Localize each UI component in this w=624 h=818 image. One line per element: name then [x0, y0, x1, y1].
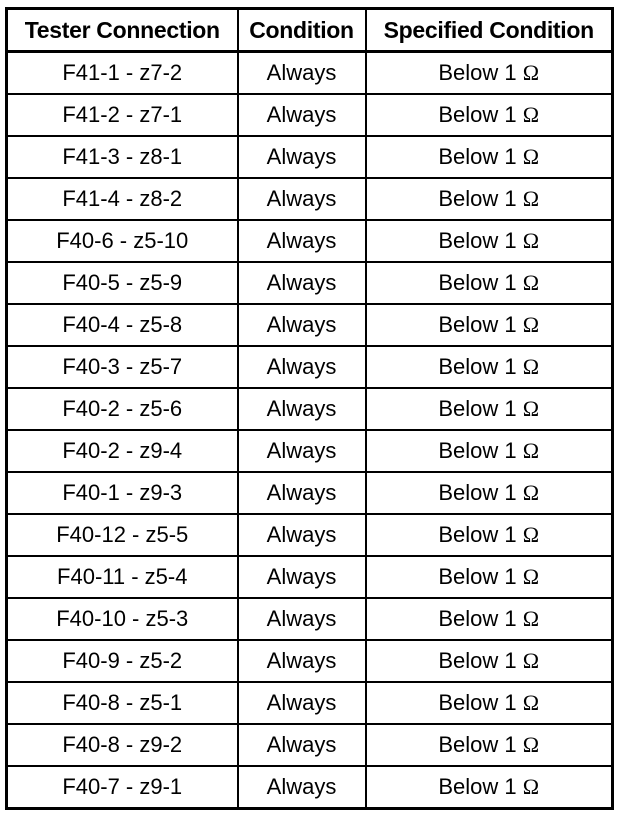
tester-connection-cell: F40-1 - z9-3: [7, 472, 238, 514]
specified-value: Below 1: [438, 522, 517, 547]
specified-value: Below 1: [438, 438, 517, 463]
specified-value: Below 1: [438, 396, 517, 421]
condition-cell: Always: [238, 640, 366, 682]
ohm-unit: Ω: [522, 648, 540, 673]
header-condition: Condition: [238, 9, 366, 52]
specified-condition-cell: [366, 556, 613, 598]
specified-value: Below 1: [438, 648, 517, 673]
ohm-unit: Ω: [522, 522, 540, 547]
condition-cell: Always: [238, 682, 366, 724]
specified-condition-cell: [366, 388, 613, 430]
specified-value: Below 1: [438, 144, 517, 169]
ohm-unit: Ω: [522, 564, 540, 589]
table-row: [7, 682, 613, 724]
specified-value: Below 1: [438, 102, 517, 127]
condition-cell: Always: [238, 262, 366, 304]
ohm-unit: Ω: [522, 774, 540, 799]
condition-cell: Always: [238, 598, 366, 640]
table-row: [7, 472, 613, 514]
tester-connection-cell: F40-4 - z5-8: [7, 304, 238, 346]
condition-cell: Always: [238, 388, 366, 430]
table-row: [7, 766, 613, 809]
specified-condition-cell: [366, 94, 613, 136]
table-row: [7, 94, 613, 136]
specified-value: Below 1: [438, 270, 517, 295]
tester-connection-cell: F40-2 - z9-4: [7, 430, 238, 472]
specified-condition-cell: [366, 514, 613, 556]
specified-condition-cell: [366, 682, 613, 724]
condition-cell: Always: [238, 136, 366, 178]
table-body: [7, 52, 613, 809]
tester-connection-cell: F40-8 - z5-1: [7, 682, 238, 724]
condition-cell: Always: [238, 52, 366, 95]
table-row: [7, 178, 613, 220]
specified-condition-cell: [366, 262, 613, 304]
specified-condition-cell: [366, 724, 613, 766]
specified-value: Below 1: [438, 60, 517, 85]
specified-condition-cell: [366, 640, 613, 682]
ohm-unit: Ω: [522, 312, 540, 337]
ohm-unit: Ω: [522, 438, 540, 463]
specified-value: Below 1: [438, 774, 517, 799]
condition-cell: Always: [238, 724, 366, 766]
specification-table: [5, 7, 614, 810]
condition-cell: Always: [238, 178, 366, 220]
specified-condition-cell: [366, 178, 613, 220]
table-row: [7, 304, 613, 346]
tester-connection-cell: F41-4 - z8-2: [7, 178, 238, 220]
tester-connection-cell: F40-6 - z5-10: [7, 220, 238, 262]
specified-value: Below 1: [438, 690, 517, 715]
ohm-unit: Ω: [522, 396, 540, 421]
tester-connection-cell: F40-7 - z9-1: [7, 766, 238, 809]
condition-cell: Always: [238, 346, 366, 388]
table-row: [7, 724, 613, 766]
tester-connection-cell: F41-1 - z7-2: [7, 52, 238, 95]
condition-cell: Always: [238, 430, 366, 472]
condition-cell: Always: [238, 304, 366, 346]
ohm-unit: Ω: [522, 60, 540, 85]
ohm-unit: Ω: [522, 144, 540, 169]
specified-condition-cell: [366, 430, 613, 472]
specified-condition-cell: [366, 472, 613, 514]
specified-value: Below 1: [438, 564, 517, 589]
table-row: [7, 598, 613, 640]
table-row: [7, 52, 613, 95]
table-row: [7, 430, 613, 472]
specified-condition-cell: [366, 766, 613, 809]
tester-connection-cell: F40-5 - z5-9: [7, 262, 238, 304]
tester-connection-cell: F41-2 - z7-1: [7, 94, 238, 136]
table-row: [7, 262, 613, 304]
condition-cell: Always: [238, 514, 366, 556]
specified-value: Below 1: [438, 312, 517, 337]
ohm-unit: Ω: [522, 228, 540, 253]
condition-cell: Always: [238, 766, 366, 809]
specified-value: Below 1: [438, 606, 517, 631]
ohm-unit: Ω: [522, 186, 540, 211]
tester-connection-cell: F40-8 - z9-2: [7, 724, 238, 766]
specified-value: Below 1: [438, 228, 517, 253]
specified-condition-cell: [366, 52, 613, 95]
condition-cell: Always: [238, 556, 366, 598]
ohm-unit: Ω: [522, 354, 540, 379]
tester-connection-cell: F40-9 - z5-2: [7, 640, 238, 682]
condition-cell: Always: [238, 472, 366, 514]
specified-value: Below 1: [438, 732, 517, 757]
header-specified-condition: Specified Condition: [366, 9, 613, 52]
tester-connection-cell: F40-12 - z5-5: [7, 514, 238, 556]
table-row: [7, 514, 613, 556]
tester-connection-cell: F41-3 - z8-1: [7, 136, 238, 178]
header-row: [7, 9, 613, 52]
table-row: [7, 136, 613, 178]
specified-condition-cell: [366, 346, 613, 388]
specified-condition-cell: [366, 598, 613, 640]
table-row: [7, 388, 613, 430]
specified-value: Below 1: [438, 186, 517, 211]
table-row: [7, 220, 613, 262]
tester-connection-cell: F40-2 - z5-6: [7, 388, 238, 430]
condition-cell: Always: [238, 94, 366, 136]
tester-connection-cell: F40-3 - z5-7: [7, 346, 238, 388]
header-tester-connection: Tester Connection: [7, 9, 238, 52]
specified-value: Below 1: [438, 480, 517, 505]
specified-condition-cell: [366, 304, 613, 346]
specified-condition-cell: [366, 220, 613, 262]
ohm-unit: Ω: [522, 102, 540, 127]
tester-connection-cell: F40-11 - z5-4: [7, 556, 238, 598]
specified-value: Below 1: [438, 354, 517, 379]
ohm-unit: Ω: [522, 270, 540, 295]
table-row: [7, 346, 613, 388]
tester-connection-cell: F40-10 - z5-3: [7, 598, 238, 640]
condition-cell: Always: [238, 220, 366, 262]
ohm-unit: Ω: [522, 690, 540, 715]
specified-condition-cell: [366, 136, 613, 178]
ohm-unit: Ω: [522, 732, 540, 757]
ohm-unit: Ω: [522, 480, 540, 505]
ohm-unit: Ω: [522, 606, 540, 631]
table-row: [7, 640, 613, 682]
table-row: [7, 556, 613, 598]
